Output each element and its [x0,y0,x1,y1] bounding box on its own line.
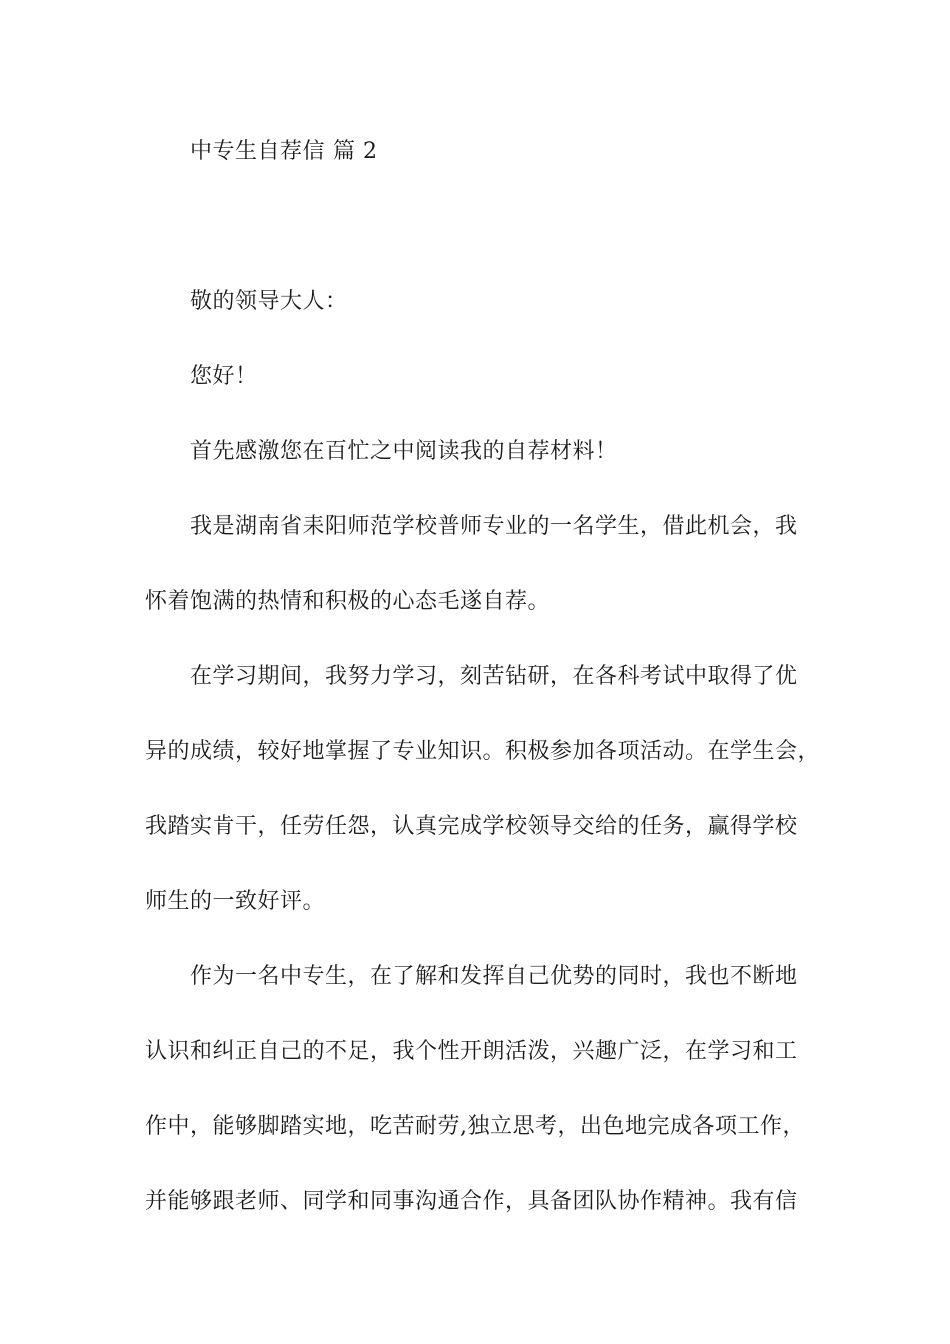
paragraph-line: 怀着饱满的热情和积极的心态毛遂自荐。 [145,589,551,614]
paragraph-line: 作中，能够脚踏实地，吃苦耐劳,独立思考，出色地完成各项工作， [145,1114,805,1139]
paragraph-line: 我是湖南省耒阳师范学校普师专业的一名学生，借此机会，我 [190,514,798,539]
paragraph-line: 在学习期间，我努力学习，刻苦钻研，在各科考试中取得了优 [190,664,798,689]
paragraph-line: 作为一名中专生，在了解和发挥自己优势的同时，我也不断地 [190,964,798,989]
paragraph-line: 并能够跟老师、同学和同事沟通合作，具备团队协作精神。我有信 [145,1189,798,1214]
title-text: 中专生自荐信 [190,139,326,164]
document-title [190,137,378,167]
paragraph-line: 首先感激您在百忙之中阅读我的自荐材料！ [190,439,618,464]
greeting: 您好！ [190,364,258,389]
paragraph-line: 异的成绩，较好地掌握了专业知识。积极参加各项活动。在学生会， [145,739,821,764]
paragraph-line: 我踏实肯干，任劳任怨，认真完成学校领导交给的任务，赢得学校 [145,814,798,839]
paragraph-line: 师生的一致好评。 [145,889,326,914]
title-suffix: 篇 2 [333,139,378,164]
paragraph-line: 认识和纠正自己的不足，我个性开朗活泼，兴趣广泛，在学习和工 [145,1039,798,1064]
salutation: 敬的领导大人： [190,289,348,314]
